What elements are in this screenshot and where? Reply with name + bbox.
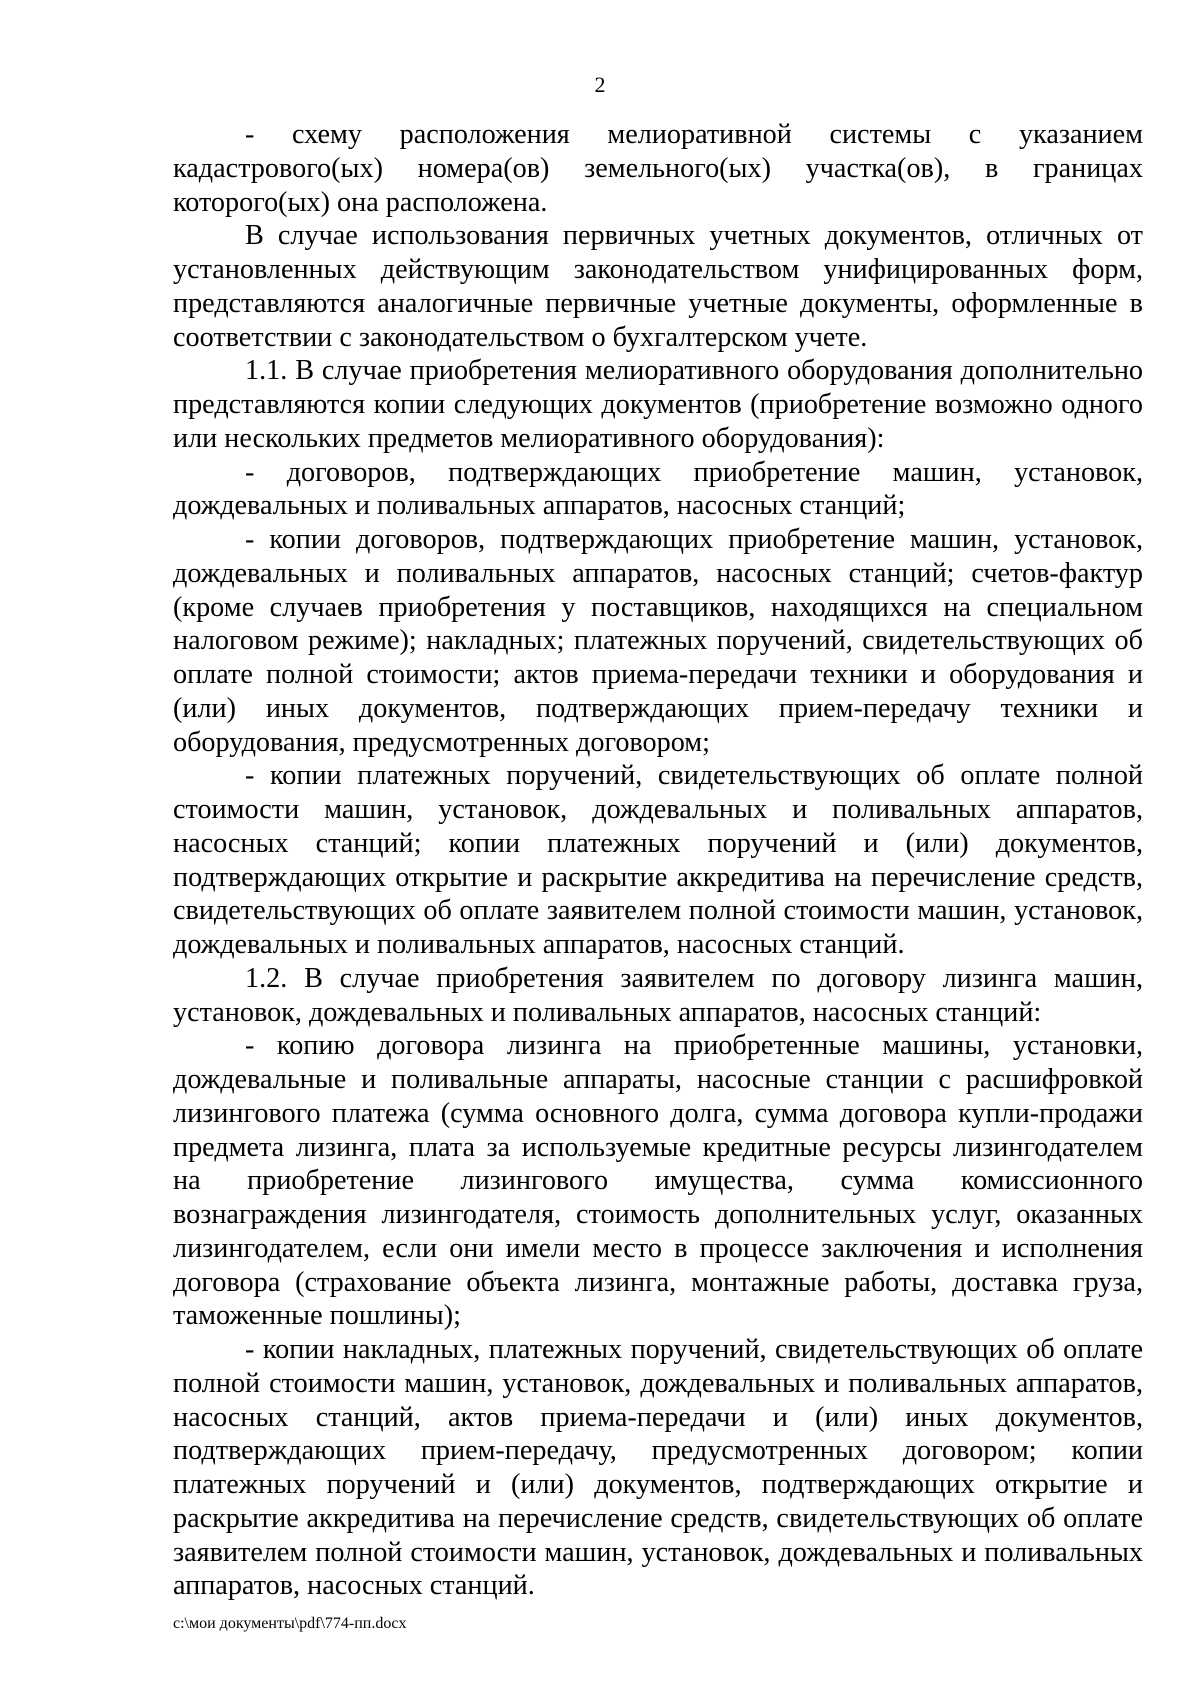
paragraph-leasing-contract: - копию договора лизинга на приобретенные машины, установки, дождевальные и поливальные аппараты, насосные станции с расшифровкой лизингового платежа (сумма основного долга, сумма договора купли-продажи предмета лизинга, плата за используемые кредитные ресурсы лизингодателем на приобретение лизингового имущества, сумма комиссионного вознаграждения лизингодателя, стоимость дополнительных услуг, оказанных лизингодателем, если они имели место в процессе заключения и исполнения договора (страхование объекта лизинга, монтажные работы, доставка груза, таможенные пошлины); xyxy=(173,1030,1143,1332)
paragraph-section-1-2: 1.2. В случае приобретения заявителем по договору лизинга машин, установок, дождевальных и поливальных аппаратов, насосных станций: xyxy=(173,962,1143,1028)
paragraph-contract-copies: - копии договоров, подтверждающих приобретение машин, установок, дождевальных и поливальных аппаратов, насосных станций; счетов-фактур (кроме случаев приобретения у поставщиков, находящихся на специальном налоговом режиме); накладных; платежных поручений, свидетельствующих об оплате полной стоимости; актов приема-передачи техники и оборудования и (или) иных документов, подтверждающих прием-передачу техники и оборудования, предусмотренных договором; xyxy=(173,524,1143,758)
paragraph-section-1-1: 1.1. В случае приобретения мелиоративного оборудования дополнительно представляются копии следующих документов (приобретение возможно одного или нескольких предметов мелиоративного оборудования): xyxy=(173,355,1143,454)
paragraph-invoices: - копии накладных, платежных поручений, свидетельствующих об оплате полной стоимости машин, установок, дождевальных и поливальных аппаратов, насосных станций, актов приема-передачи и (или) иных документов, подтверждающих прием-передачу, предусмотренных договором; копии платежных поручений и (или) документов, подтверждающих открытие и раскрытие аккредитива на перечисление средств, свидетельствующих об оплате заявителем полной стоимости машин, установок, дождевальных и поливальных аппаратов, насосных станций. xyxy=(173,1334,1143,1602)
footer-file-path: c:\мои документы\pdf\774-пп.docx xyxy=(173,1615,407,1632)
paragraph-payment-orders: - копии платежных поручений, свидетельствующих об оплате полной стоимости машин, установок, дождевальных и поливальных аппаратов, насосных станций; копии платежных поручений и (или) документов, подтверждающих открытие и раскрытие аккредитива на перечисление средств, свидетельствующих об оплате заявителем полной стоимости машин, установок, дождевальных и поливальных аппаратов, насосных станций. xyxy=(173,760,1143,960)
paragraph-scheme: - схему расположения мелиоративной системы с указанием кадастрового(ых) номера(ов) земельного(ых) участка(ов), в границах которого(ых) она расположена. xyxy=(173,119,1143,218)
page-number: 2 xyxy=(594,72,606,97)
paragraph-primary-documents: В случае использования первичных учетных документов, отличных от установленных действующим законодательством унифицированных форм, представляются аналогичные первичные учетные документы, оформленные в соответствии с законодательством о бухгалтерском учете. xyxy=(173,220,1143,353)
paragraph-contracts: - договоров, подтверждающих приобретение машин, установок, дождевальных и поливальных аппаратов, насосных станций; xyxy=(173,456,1143,522)
document-body xyxy=(173,118,1143,1603)
